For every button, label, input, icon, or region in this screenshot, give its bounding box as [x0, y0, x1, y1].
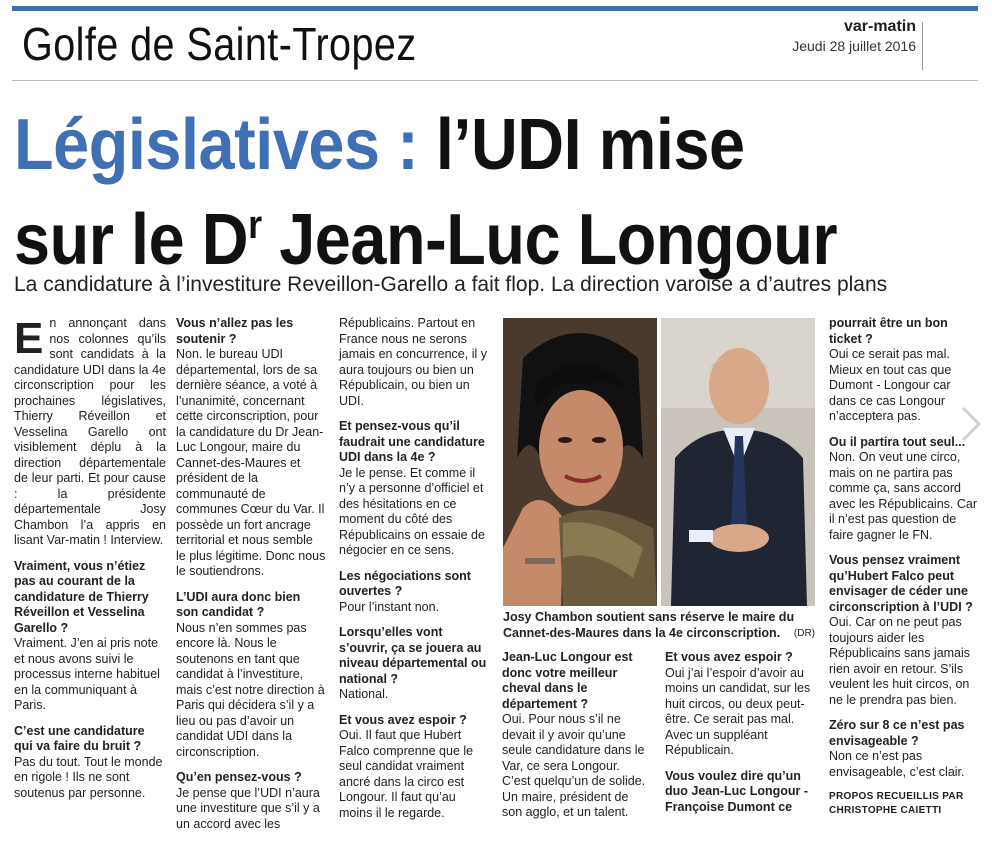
answer: Non. On veut une circo, mais on ne partira pas comme ça, sans accord avec les Républicains. Car il n’est pas question de faire gagner le FN.	[829, 450, 977, 542]
publication-date: Jeudi 28 juillet 2016	[792, 38, 916, 54]
header-rule	[12, 80, 978, 81]
qa-block	[665, 769, 817, 816]
answer: Je pense que l’UDI n’aura une investiture que s’il y a un accord avec les	[176, 785, 320, 831]
article-column-4	[502, 650, 650, 831]
headline-main: l’UDI mise	[435, 105, 745, 185]
answer: Pour l’instant non.	[339, 599, 440, 614]
answer: Oui. Il faut que Hubert Falco comprenne que le seul candidat vraiment ancré dans la circo est Longour. Il faut qu’au moins il le regarde.	[339, 728, 474, 820]
question: L’UDI aura donc bien son candidat ?	[176, 589, 301, 619]
intro-text: n annonçant dans nos colonnes qu’ils sont candidats à la candidature UDI dans la 4e circonscription pour les prochaines législatives, Thierry Réveillon et Vesselina Garello ont visiblement déplu à la direction départementale de leur parti. Et pour cause : la présidente départementale Josy Chambon l’a appris en lisant Var-matin ! Interview.	[14, 316, 166, 547]
photo-credit: (DR)	[793, 627, 815, 639]
question: Les négociations sont ouvertes ?	[339, 568, 471, 598]
answer: Non ce n’est pas envisageable, c’est clair.	[829, 749, 965, 779]
qa-block	[339, 419, 491, 559]
qa-block	[829, 435, 981, 544]
chevron-right-icon[interactable]	[955, 404, 985, 444]
question: Lorsqu’elles vont s’ouvrir, ça se jouera au niveau départemental ou national ?	[339, 625, 487, 686]
qa-block	[176, 316, 326, 580]
question: Vraiment, vous n’étiez pas au courant de la candidature de Thierry Réveillon et Vesselina Garello ?	[14, 558, 149, 635]
section-title: Golfe de Saint-Tropez	[22, 18, 417, 70]
subheadline: La candidature à l’investiture Reveillon-Garello a fait flop. La direction varoise a d’autres plans	[14, 273, 888, 296]
article-column-2	[176, 316, 326, 842]
header-divider	[922, 22, 923, 70]
question: Ou il partira tout seul...	[829, 434, 966, 449]
question: Et pensez-vous qu’il faudrait une candidature UDI dans la 4e ?	[339, 419, 485, 464]
author-credit: PROPOS RECUEILLIS PAR CHRISTOPHE CAIETTI	[829, 791, 964, 816]
qa-block	[14, 559, 166, 714]
caption-text: Josy Chambon soutient sans réserve le maire du Cannet-des-Maures dans la 4e circonscription.	[503, 610, 795, 640]
newspaper-name: var-matin	[843, 18, 916, 35]
qa-block	[339, 569, 491, 616]
qa-block	[14, 724, 166, 802]
question: Vous n’allez pas les soutenir ?	[176, 316, 294, 346]
headline-line-2	[14, 183, 837, 282]
question: Et vous avez espoir ?	[339, 712, 467, 727]
qa-block	[339, 713, 491, 822]
photo-caption	[503, 610, 815, 641]
answer: National.	[339, 687, 389, 701]
portrait-man-image	[661, 318, 815, 606]
top-accent-bar	[12, 6, 978, 11]
masthead	[792, 18, 916, 56]
headline-part: sur le D	[14, 200, 249, 280]
answer: Non. le bureau UDI départemental, lors de sa dernière séance, a voté à l’unanimité, concernant cette circonscription, pour la candidature du Dr Jean-Luc Longour, maire du Cannet-des-Maures et président de la communauté de communes Cœur du Var. Il possède un fort ancrage territorial et nous semble le plus légitime. Donc nous le soutiendrons.	[176, 347, 326, 578]
answer: Nous n’en sommes pas encore là. Nous le soutenons en tant que candidat à l’investiture, mais c’est notre direction à Paris qui décidera s’il y a lieu ou pas d’avoir un candidat UDI dans la circonscription.	[176, 620, 325, 759]
headline-name: Jean-Luc Longour	[261, 200, 838, 280]
article-column-6	[829, 316, 981, 790]
answer: Oui. Car on ne peut pas toujours aider les Républicains sans jamais rien avoir en retour. S’ils veulent les huit circos, on ne le prendra pas bien.	[829, 615, 971, 707]
intro-paragraph	[14, 316, 166, 549]
qa-block	[829, 718, 981, 780]
qa-block	[339, 625, 491, 703]
qa-block	[829, 553, 981, 708]
answer: Oui. Pour nous s’il ne devait il y avoir qu’une seule candidature dans le Var, ce sera Longour. C’est quelqu’un de solide. Un maire, président de son agglo, et un talent.	[502, 712, 646, 819]
photo-josy-chambon	[503, 318, 657, 606]
headline-accent: Législatives :	[14, 105, 419, 185]
answer: Pas du tout. Tout le monde en rigole ! Ils ne sont soutenus par personne.	[14, 754, 163, 800]
question: Qu’en pensez-vous ?	[176, 770, 302, 784]
answer: Oui j’ai l’espoir d’avoir au moins un candidat, sur les huit circos, ou deux peut-être. Ce serait pas mal. Avec un suppléant Républicain.	[665, 665, 811, 757]
article-column-1	[14, 316, 166, 811]
question: Vous pensez vraiment qu’Hubert Falco peut envisager de céder une circonscription à l’UDI ?	[829, 553, 973, 614]
portrait-woman-image	[503, 318, 657, 606]
drop-cap: E	[14, 314, 44, 363]
question: pourrait être un bon ticket ?	[829, 316, 948, 346]
question: Et vous avez espoir ?	[665, 650, 793, 664]
answer: Républicains. Partout en France nous ne serons jamais en concurrence, il y aura toujours ou bien un Républicain, ou bien un UDI.	[339, 316, 487, 408]
question: Jean-Luc Longour est donc votre meilleur cheval dans le département ?	[502, 650, 633, 711]
qa-block	[176, 590, 326, 761]
headline-line-1	[14, 103, 745, 187]
answer: Oui ce serait pas mal. Mieux en tout cas que Dumont - Longour car dans ce cas Longour n’acceptera pas.	[829, 347, 952, 423]
headline-superscript: r	[248, 203, 262, 247]
article-column-5	[665, 650, 817, 825]
question: Vous voulez dire qu’un duo Jean-Luc Longour - Françoise Dumont ce	[665, 768, 809, 814]
answer: Je le pense. Et comme il n’y a personne d’officiel et des hésitations en ce moment du côté des Républicains on essaie de négocier en ce sens.	[339, 465, 485, 557]
question: Zéro sur 8 ce n’est pas envisageable ?	[829, 718, 965, 748]
question: C’est une candidature qui va faire du bruit ?	[14, 723, 145, 753]
qa-block	[665, 650, 817, 759]
qa-block	[502, 650, 650, 821]
photo-jean-luc-longour	[661, 318, 815, 606]
answer: Vraiment. J’en ai pris note et nous avons suivi le processus interne habituel en la communiquant à Paris.	[14, 636, 160, 712]
article-column-3	[339, 316, 491, 831]
